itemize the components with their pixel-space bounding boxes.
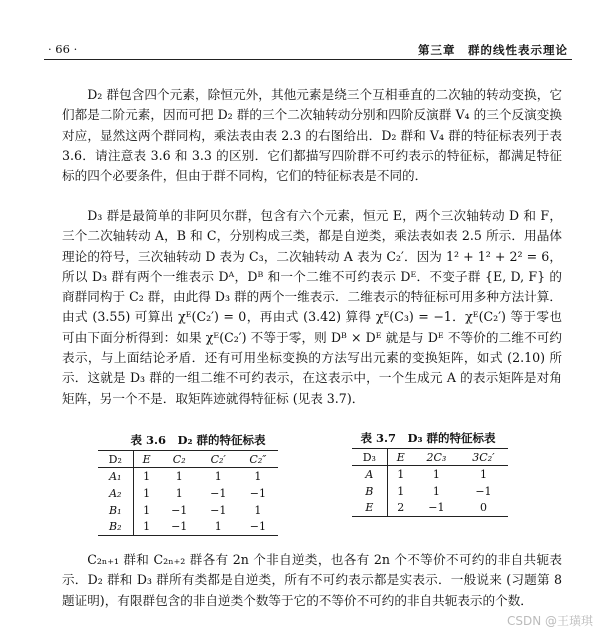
paragraph-conjugate-classes: C₂ₙ₊₁ 群和 C₂ₙ₊₂ 群各有 2n 个非自逆类，也各有 2n 个不等价不可约的非自共轭表示．D₂ 群和 D₃ 群所有类都是自逆类，所有不可约表示都是实表示．一般说来 (习题第 8 题证明)，有限群包含的非自逆类个数等于它的不等价不可约的非自共轭表示的个数．: [62, 552, 562, 608]
chapter-title: 第三章 群的线性表示理论: [418, 43, 568, 57]
table-header-cell: C₂′: [210, 452, 226, 466]
table-row: [98, 468, 278, 485]
table-cell: 1: [432, 484, 440, 498]
table-cell: 1: [143, 486, 151, 500]
csdn-watermark: CSDN @王璜琪: [506, 614, 593, 628]
table-3-7-caption: 表 3.7 D₃ 群的特征标表: [360, 431, 496, 445]
paragraph-d2: D₂ 群包含四个元素，除恒元外，其他元素是绕三个互相垂直的二次轴的转动变换，它们都是二阶元素，因而可把 D₂ 群的三个二次轴转动分别和四阶反演群 V₄ 的三个反演变换对应，显然这两个群同构，乘法表由表 2.3 的右图给出．D₂ 群和 V₄ 群的特征标表列于表 3.6．请注意表 3.6 和 3.3 的区别．它们都描写四阶群不可约表示的特征标，都满足特征标的四个必要条件，但由于群不同构，它们的特征标表是不同的．: [62, 87, 562, 184]
paragraph-d3: D₃ 群是最简单的非阿贝尔群，包含有六个元素，恒元 E，两个三次轴转动 D 和 F，三个二次轴转动 A，B 和 C，分别构成三类，都是自逆类，乘法表如表 2.5 所示．用晶体理论的符号，三次轴转动 D 表为 C₃，二次轴转动 A 表为 C₂′．因为 1² + 1² + 2² = 6，所以 D₃ 群有两个一维表示 Dᴬ，Dᴮ 和一个二维不可约表示 Dᴱ．不变子群 {E, D, F} 的商群同构于 C₂ 群，由此得 D₃ 群的两个一维表示．二维表示的特征标可用多种方法计算．由式 (3.55) 可算出 χᴱ(C₂′) = 0，再由式 (3.42) 算得 χᴱ(C₃) = −1．χᴱ(C₂′) 等于零也可由下面分析得到：如果 χᴱ(C₂′) 不等于零，则 Dᴮ × Dᴱ 就是与 Dᴱ 不等价的二维不可约表示，与上面结论矛盾．还有可用坐标变换的方法写出元素的变换矩阵，如式 (2.10) 所示．这就是 D₃ 群的一组二维不可约表示，在这表示中，一个生成元 A 的表示矩阵是对角矩阵，另一个不是．取矩阵迹就得特征标 (见表 3.7)．: [62, 208, 562, 406]
table-cell: A₂: [98, 485, 133, 502]
table-row: [98, 502, 278, 519]
table-cell: 1: [397, 484, 405, 498]
table-cell: B₁: [98, 502, 133, 519]
table-header-row: [98, 451, 278, 468]
table-cell: B: [352, 483, 387, 500]
table-cell: A: [352, 466, 387, 483]
table-cell: 1: [479, 467, 487, 481]
table-3-7: [352, 448, 508, 517]
table-row: [352, 483, 508, 500]
table-cell: −1: [210, 503, 227, 517]
table-row: [98, 485, 278, 502]
table-cell: E: [352, 500, 387, 517]
table-cell: 1: [214, 520, 222, 534]
table-cell: −1: [210, 486, 227, 500]
page-header: [44, 38, 572, 60]
table-cell: −1: [171, 503, 188, 517]
table-row: [352, 466, 508, 483]
table-header-cell: 3C₂′: [472, 450, 495, 464]
table-cell: A₁: [98, 468, 133, 485]
table-cell: 1: [175, 469, 183, 483]
table-cell: 1: [143, 469, 151, 483]
table-cell: −1: [249, 520, 266, 534]
table-header-cell: 2C₃: [426, 450, 447, 464]
table-header-cell: C₂″: [249, 452, 267, 466]
table-cell: 1: [254, 503, 262, 517]
table-cell: 1: [397, 467, 405, 481]
table-header-cell: D₂: [98, 451, 133, 468]
table-cell: 2: [397, 501, 405, 515]
table-cell: −1: [171, 520, 188, 534]
table-cell: 1: [254, 469, 262, 483]
table-header-cell: E: [396, 450, 405, 464]
table-cell: −1: [249, 486, 266, 500]
table-3-6: [98, 450, 278, 536]
table-3-6-caption: 表 3.6 D₂ 群的特征标表: [130, 433, 266, 447]
table-cell: 0: [479, 501, 487, 515]
table-cell: −1: [428, 501, 445, 515]
table-header-cell: C₂: [172, 452, 186, 466]
table-cell: 1: [214, 469, 222, 483]
table-cell: 1: [175, 486, 183, 500]
table-header-cell: E: [142, 452, 151, 466]
table-header-row: [352, 449, 508, 466]
page-number: · 66 ·: [48, 42, 78, 56]
table-cell: 1: [143, 503, 151, 517]
table-cell: 1: [432, 467, 440, 481]
table-header-cell: D₃: [352, 449, 387, 466]
table-row: [352, 500, 508, 517]
table-cell: B₂: [98, 519, 133, 536]
table-row: [98, 519, 278, 536]
table-cell: −1: [475, 484, 492, 498]
table-cell: 1: [143, 520, 151, 534]
